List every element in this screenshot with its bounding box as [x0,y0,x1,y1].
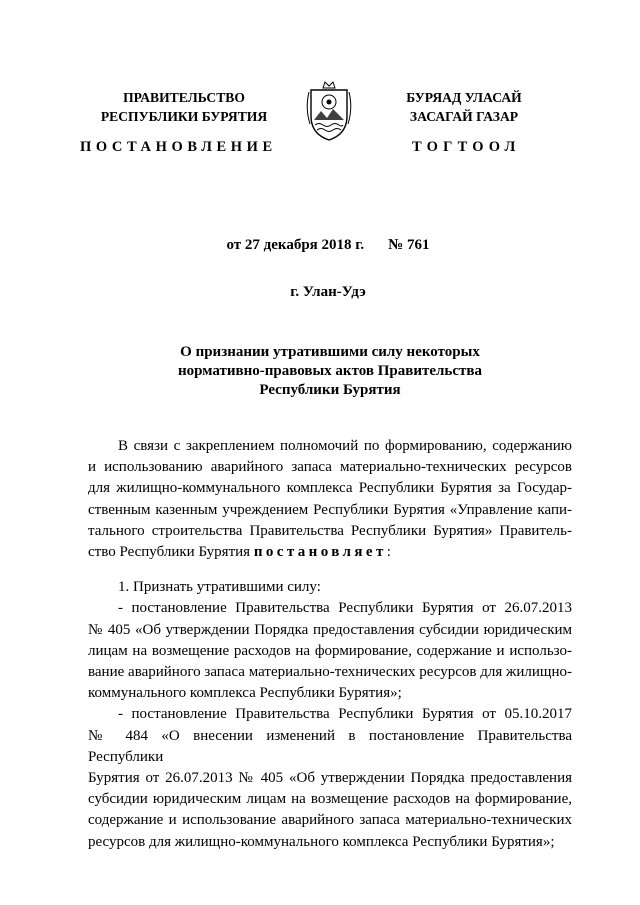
document-number: № 761 [388,237,430,253]
document-type-ru: ПОСТАНОВЛЕНИЕ [80,139,277,155]
preamble-line6-start: ство Республики Бурятия [88,544,254,561]
government-name-bua-line1: БУРЯАД УЛАСАЙ [406,90,522,105]
preamble-line: и использованию аварийного запаса материально-технических ресурсов [88,459,572,476]
preamble-line: В связи с закреплением полномочий по формированию, содержанию [118,438,572,454]
government-name-ru-line1: ПРАВИТЕЛЬСТВО [123,90,245,105]
clause1-item2-line: № 484 «О внесении изменений в постановление Правительства Республики [88,727,572,765]
document-title-line2: нормативно-правовых актов Правительства [178,363,482,379]
preamble-line [88,542,572,563]
clause1-item2-line: - постановление Правительства Республики Бурятия от 05.10.2017 [118,706,572,723]
city-line: г. Улан-Удэ [290,284,366,300]
preamble-line6-end: : [386,544,391,561]
clause1-item1-line: № 405 «Об утверждении Порядка предоставления субсидии юридическим [88,621,572,638]
government-name-bua-line2: ЗАСАГАЙ ГАЗАР [409,109,519,124]
clause1-item2-line: Бурятия от 26.07.2013 № 405 «Об утверждении Порядка предоставления [88,770,572,787]
document-date: от 27 декабря 2018 г. [226,237,365,253]
preamble-line: ственным казенным учреждением Республики Бурятия «Управление капи- [88,501,572,518]
clause1-item1-line: вание аварийного запаса материально-технических ресурсов для жилищно- [88,664,572,681]
document-title [150,343,510,400]
preamble-line: тального строительства Правительства Республики Бурятия» Правитель- [88,522,572,539]
clause1-item1-line: лицам на возмещение расходов на формирование, содержание и использо- [88,642,572,659]
clause1-item2-line: ресурсов для жилищно-коммунального комплекса Республики Бурятия»; [88,833,555,850]
preamble-line: для жилищно-коммунального комплекса Республики Бурятия за Государ- [88,480,572,497]
document-type-bua: ТОГТООЛ [412,139,521,155]
clause1-item2-line: субсидии юридическим лицам на возмещение расходов на формирование, [88,791,572,808]
clause1-item1-line: - постановление Правительства Республики Бурятия от 26.07.2013 [118,600,572,617]
government-name-ru-line2: РЕСПУБЛИКИ БУРЯТИЯ [100,109,268,124]
clause1-item2-line: содержание и использование аварийного запаса материально-технических [88,812,572,829]
date-number-line [0,237,640,254]
government-name-bua [398,88,530,126]
document-title-line3: Республики Бурятия [259,382,401,398]
document-title-line1: О признании утратившими силу некоторых [180,344,480,360]
clause1-item1-line: коммунального комплекса Республики Бурятия»; [88,685,402,702]
coat-of-arms-icon [301,78,357,142]
clause1-heading: 1. Признать утратившими силу: [118,579,321,596]
government-name-ru [96,88,272,126]
resolves-word: постановляет [253,544,387,561]
document-body [88,436,572,853]
